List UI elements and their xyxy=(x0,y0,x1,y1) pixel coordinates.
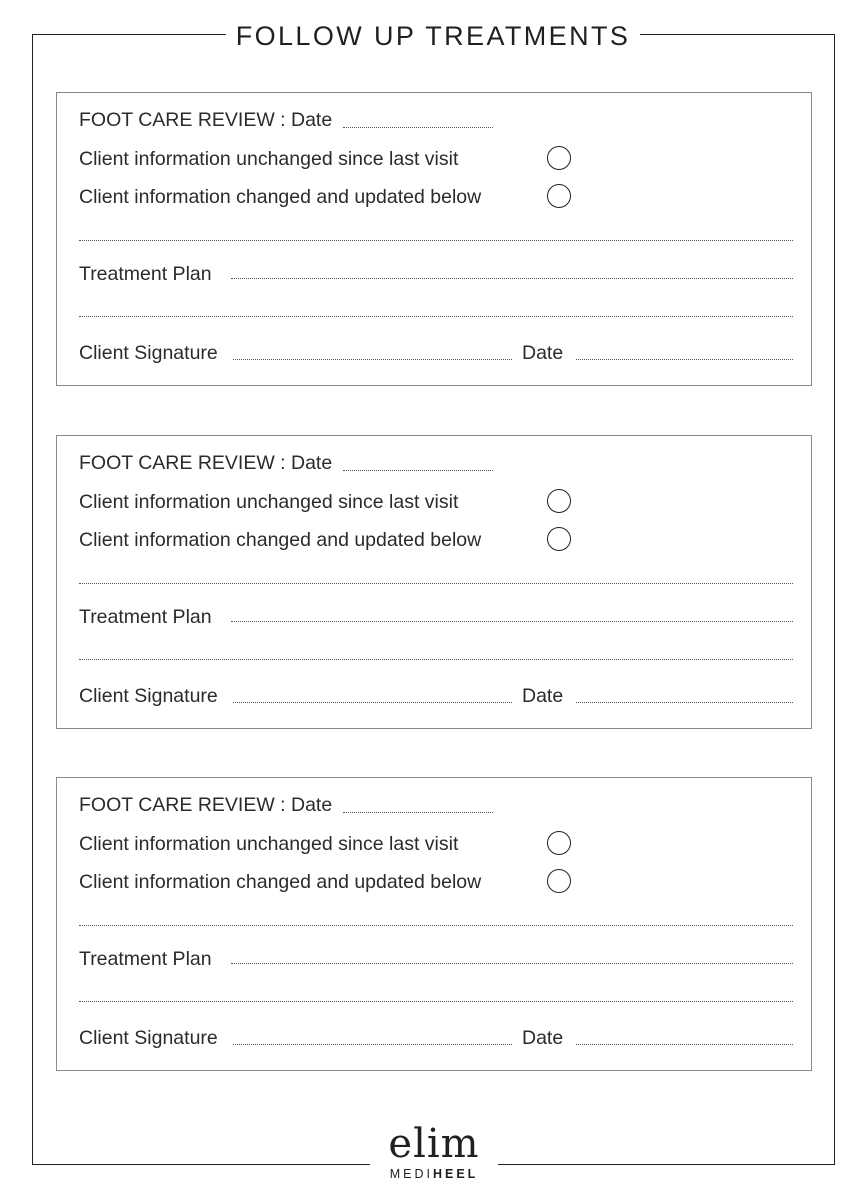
unchanged-radio[interactable] xyxy=(547,831,571,855)
client-signature-label: Client Signature xyxy=(79,342,218,364)
client-signature-field[interactable] xyxy=(233,1044,512,1045)
unchanged-label: Client information unchanged since last visit xyxy=(79,491,459,513)
treatment-plan-label: Treatment Plan xyxy=(79,263,212,285)
treatment-plan-label: Treatment Plan xyxy=(79,606,212,628)
treatment-plan-field[interactable] xyxy=(231,621,793,622)
treatment-plan-field[interactable] xyxy=(231,963,793,964)
page-title: FOLLOW UP TREATMENTS xyxy=(226,16,640,56)
treatment-plan-field-line-2[interactable] xyxy=(79,316,793,317)
foot-care-review-card xyxy=(56,92,812,386)
signature-date-field[interactable] xyxy=(576,1044,793,1045)
update-notes-field[interactable] xyxy=(79,240,793,241)
client-signature-field[interactable] xyxy=(233,359,512,360)
treatment-plan-field-line-2[interactable] xyxy=(79,659,793,660)
update-notes-field[interactable] xyxy=(79,583,793,584)
changed-label: Client information changed and updated below xyxy=(79,529,482,551)
client-signature-label: Client Signature xyxy=(79,685,218,707)
client-signature-label: Client Signature xyxy=(79,1027,218,1049)
changed-radio[interactable] xyxy=(547,184,571,208)
signature-date-label: Date xyxy=(522,342,564,364)
changed-label: Client information changed and updated below xyxy=(79,871,482,893)
logo-wordmark: elim xyxy=(388,1121,480,1167)
signature-date-field[interactable] xyxy=(576,359,793,360)
unchanged-radio[interactable] xyxy=(547,489,571,513)
review-date-field[interactable] xyxy=(343,812,493,813)
changed-radio[interactable] xyxy=(547,527,571,551)
logo-subtitle xyxy=(370,1166,498,1182)
review-date-label: FOOT CARE REVIEW : Date xyxy=(79,452,333,474)
signature-date-label: Date xyxy=(522,685,564,707)
signature-date-field[interactable] xyxy=(576,702,793,703)
signature-date-label: Date xyxy=(522,1027,564,1049)
changed-label: Client information changed and updated below xyxy=(79,186,482,208)
changed-radio[interactable] xyxy=(547,869,571,893)
review-date-label: FOOT CARE REVIEW : Date xyxy=(79,794,333,816)
foot-care-review-card xyxy=(56,777,812,1071)
review-date-field[interactable] xyxy=(343,127,493,128)
client-signature-field[interactable] xyxy=(233,702,512,703)
foot-care-review-card xyxy=(56,435,812,729)
logo-subtitle-bold: HEEL xyxy=(432,1167,479,1181)
unchanged-radio[interactable] xyxy=(547,146,571,170)
brand-logo xyxy=(370,1121,498,1188)
unchanged-label: Client information unchanged since last visit xyxy=(79,148,459,170)
treatment-plan-field[interactable] xyxy=(231,278,793,279)
treatment-plan-label: Treatment Plan xyxy=(79,948,212,970)
review-date-field[interactable] xyxy=(343,470,493,471)
unchanged-label: Client information unchanged since last visit xyxy=(79,833,459,855)
logo-subtitle-thin: MEDI xyxy=(389,1167,433,1181)
review-date-label: FOOT CARE REVIEW : Date xyxy=(79,109,333,131)
treatment-plan-field-line-2[interactable] xyxy=(79,1001,793,1002)
update-notes-field[interactable] xyxy=(79,925,793,926)
